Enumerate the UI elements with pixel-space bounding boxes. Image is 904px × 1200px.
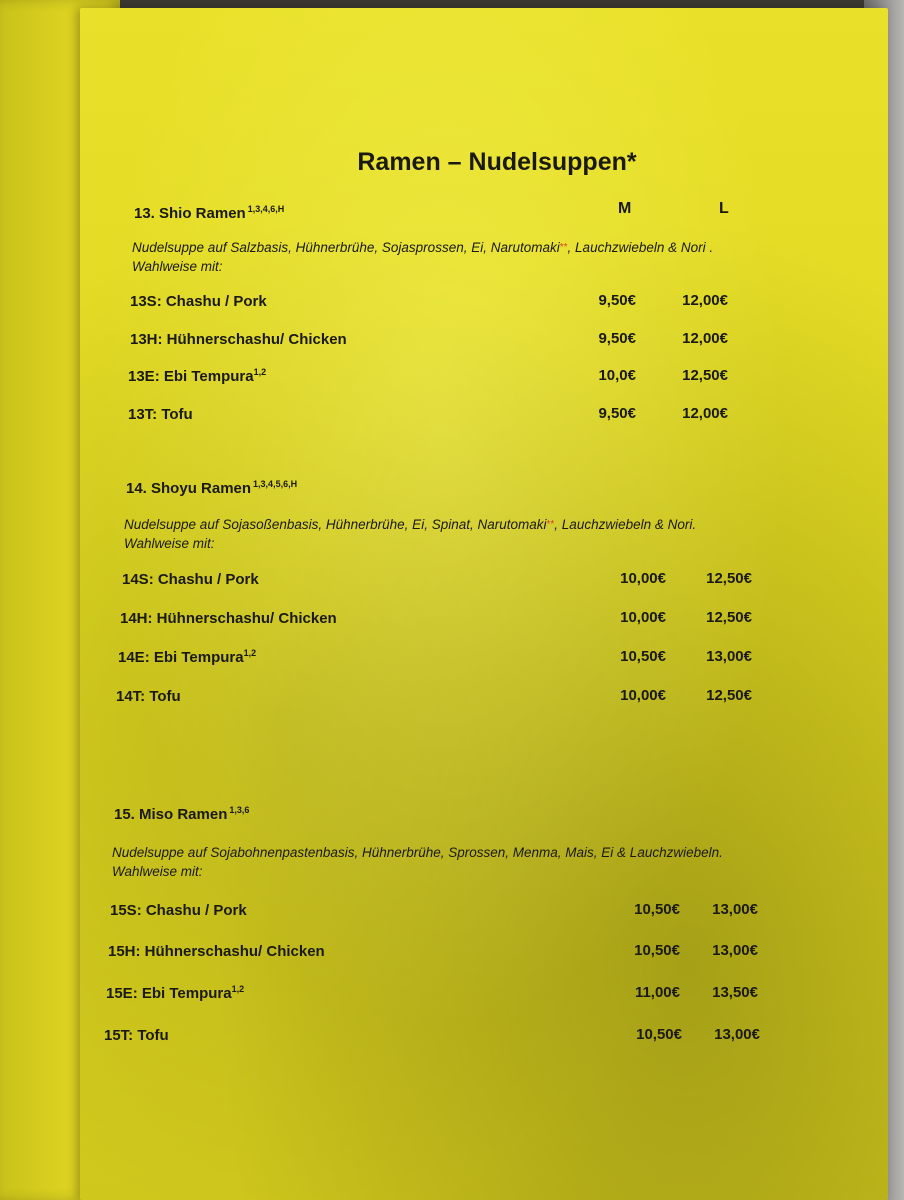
price-m: 9,50€ — [598, 330, 636, 347]
menu-item-row — [118, 648, 778, 666]
price-l: 12,50€ — [706, 570, 752, 587]
item-name: 14H: Hühnerschashu/ Chicken — [120, 610, 337, 627]
price-l: 12,00€ — [682, 330, 728, 347]
price-l: 12,00€ — [682, 292, 728, 309]
price-l: 12,50€ — [706, 609, 752, 626]
item-name: 14T: Tofu — [116, 688, 181, 705]
item-name: 15H: Hühnerschashu/ Chicken — [108, 943, 325, 960]
allergen-codes: 1,3,4,5,6,H — [253, 479, 298, 489]
price-m: 10,50€ — [634, 942, 680, 959]
price-m: 10,00€ — [620, 609, 666, 626]
menu-item-row — [128, 405, 768, 423]
menu-item-row — [130, 330, 770, 348]
menu-item-row — [128, 367, 768, 385]
item-name: 13E: Ebi Tempura$^{1,2}$ — [128, 367, 267, 385]
price-l: 13,00€ — [714, 1026, 760, 1043]
price-m: 11,00€ — [634, 984, 680, 1001]
price-m: 9,50€ — [598, 292, 636, 309]
price-l: 13,00€ — [712, 901, 758, 918]
menu-item-row — [104, 1026, 784, 1044]
price-m: 10,50€ — [636, 1026, 682, 1043]
section-title — [134, 204, 284, 222]
section-name: 15. Miso Ramen — [114, 806, 228, 823]
price-m: 10,00€ — [620, 687, 666, 704]
price-m: 10,00€ — [620, 570, 666, 587]
price-l: 12,50€ — [682, 367, 728, 384]
menu-item-row — [120, 609, 780, 627]
menu-item-row — [108, 942, 788, 960]
price-l: 13,00€ — [706, 648, 752, 665]
allergen-codes: 1,3,6 — [229, 805, 250, 815]
menu-page — [80, 8, 888, 1200]
allergen-codes: 1,3,4,6,H — [247, 204, 285, 214]
section-description: Nudelsuppe auf Sojabohnenpastenbasis, Hühnerbrühe, Sprossen, Menma, Mais, Ei & Lauchzwiebeln. Wahlweise mit: — [112, 845, 723, 879]
menu-item-row — [106, 984, 786, 1002]
price-l: 13,50€ — [712, 984, 758, 1001]
section-description: Nudelsuppe auf Sojasoßenbasis, Hühnerbrühe, Ei, Spinat, Narutomaki**, Lauchzwiebeln & Nori. Wahlweise mit: — [124, 517, 697, 551]
item-name: 13T: Tofu — [128, 406, 193, 423]
price-m: 9,50€ — [598, 405, 636, 422]
item-name: 15S: Chashu / Pork — [110, 902, 247, 919]
item-name: 15E: Ebi Tempura$^{1,2}$ — [106, 984, 245, 1002]
item-name: 13S: Chashu / Pork — [130, 293, 267, 310]
page-title: Ramen – Nudelsuppen* — [357, 148, 637, 176]
section-description: Nudelsuppe auf Salzbasis, Hühnerbrühe, Sojasprossen, Ei, Narutomaki**, Lauchzwiebeln & Nori . Wahlweise mit: — [132, 240, 714, 274]
section-title — [126, 479, 297, 497]
price-l: 13,00€ — [712, 942, 758, 959]
menu-item-row — [130, 292, 770, 310]
section-name: 13. Shio Ramen — [134, 205, 246, 222]
price-l: 12,50€ — [706, 687, 752, 704]
section-title — [114, 805, 249, 823]
size-header-l: L — [719, 200, 729, 217]
section-name: 14. Shoyu Ramen — [126, 480, 252, 497]
price-m: 10,50€ — [620, 648, 666, 665]
item-name: 13H: Hühnerschashu/ Chicken — [130, 331, 347, 348]
menu-item-row — [116, 687, 776, 705]
menu-item-row — [122, 570, 782, 588]
item-name: 15T: Tofu — [104, 1027, 169, 1044]
menu-content — [80, 8, 888, 1200]
size-header-m: M — [618, 200, 632, 217]
price-m: 10,0€ — [598, 367, 636, 384]
menu-item-row — [110, 901, 790, 919]
item-name: 14S: Chashu / Pork — [122, 571, 259, 588]
price-m: 10,50€ — [634, 901, 680, 918]
item-name: 14E: Ebi Tempura$^{1,2}$ — [118, 648, 257, 666]
price-l: 12,00€ — [682, 405, 728, 422]
